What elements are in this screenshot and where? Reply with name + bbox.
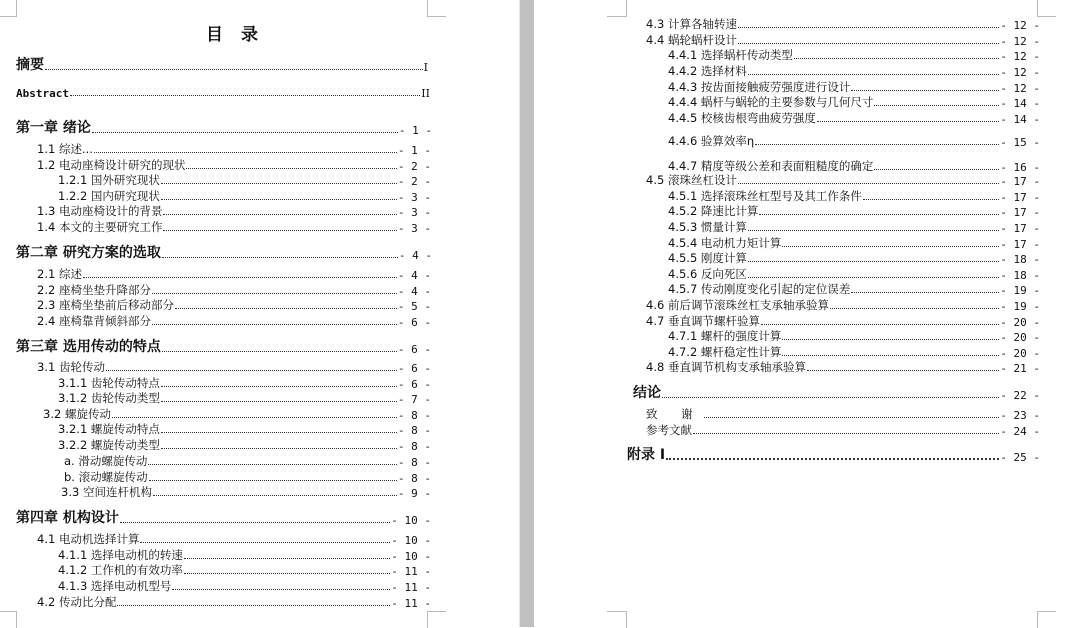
toc-entry-page: - 17 - xyxy=(1000,222,1040,235)
dot-leader xyxy=(748,73,999,75)
toc-entry-label: 2.1 综述 xyxy=(37,267,82,281)
toc-entry-label: 4.7 垂直调节螺杆验算 xyxy=(646,314,760,328)
corner-mark-bottom-right xyxy=(1037,611,1056,628)
dot-leader xyxy=(140,541,390,543)
toc-entry-page: - 14 - xyxy=(1000,97,1040,110)
dot-leader xyxy=(163,213,396,215)
toc-entry-page: - 17 - xyxy=(1000,238,1040,251)
toc-entry-label: 1.2 电动座椅设计研究的现状 xyxy=(37,158,186,172)
toc-entry-label: 第三章 选用传动的特点 xyxy=(16,339,161,355)
toc-entry-label: 4.4.2 选择材料 xyxy=(668,64,747,78)
toc-entry-label: 1.2.2 国内研究现状 xyxy=(58,189,160,203)
toc-entry-page: - 20 - xyxy=(1000,347,1040,360)
dot-leader xyxy=(748,260,999,262)
toc-entry-page: - 4 - xyxy=(397,285,431,298)
toc-entry-label: 1.4 本文的主要研究工作 xyxy=(37,220,163,234)
toc-entry-page: II xyxy=(421,87,430,100)
toc-entry-abstract-cn[interactable] xyxy=(16,54,428,74)
toc-entry-label: 4.5.4 电动机力矩计算 xyxy=(668,236,782,250)
toc-entry-page: - 1 - xyxy=(398,124,432,137)
dot-leader xyxy=(851,89,999,91)
toc-entry[interactable] xyxy=(668,133,1040,149)
toc-entry-chapter-4[interactable] xyxy=(16,507,431,527)
toc-entry-label: 4.5 滚珠丝杠设计 xyxy=(646,173,737,187)
toc-entry-label: 4.5.7 传动刚度变化引起的定位误差 xyxy=(668,282,851,296)
dot-leader xyxy=(807,369,999,371)
toc-entry-page: - 12 - xyxy=(1000,82,1040,95)
dot-leader xyxy=(738,26,999,28)
dot-leader xyxy=(662,396,999,398)
dot-leader xyxy=(175,307,397,309)
toc-entry-label: 2.4 座椅靠背倾斜部分 xyxy=(37,314,151,328)
dot-leader xyxy=(817,120,999,122)
toc-entry-page: - 23 - xyxy=(1000,409,1040,422)
toc-entry-label: 附录 I xyxy=(627,447,666,463)
toc-entry[interactable] xyxy=(37,203,431,219)
toc-entry-page: - 8 - xyxy=(397,440,431,453)
dot-leader xyxy=(106,369,397,371)
toc-entry[interactable] xyxy=(37,313,431,329)
toc-entry-page: - 10 - xyxy=(391,550,431,563)
toc-entry[interactable] xyxy=(668,47,1040,63)
toc-entry-label: 1.2.1 国外研究现状 xyxy=(58,173,160,187)
toc-entry[interactable] xyxy=(37,157,431,173)
toc-entry-label: 4.5.3 惯量计算 xyxy=(668,220,747,234)
toc-entry-label: 3.1.2 齿轮传动类型 xyxy=(58,391,160,405)
dot-leader xyxy=(693,432,999,434)
toc-entry[interactable] xyxy=(37,359,431,375)
toc-entry-label: 4.1 电动机选择计算 xyxy=(37,532,140,546)
toc-entry-page: - 20 - xyxy=(1000,331,1040,344)
toc-entry-chapter-1[interactable] xyxy=(16,117,432,137)
toc-entry[interactable] xyxy=(668,344,1040,360)
toc-entry[interactable] xyxy=(646,359,1040,375)
toc-entry-references[interactable] xyxy=(646,422,1040,438)
document-page-left xyxy=(0,0,520,627)
toc-entry-page: - 8 - xyxy=(397,424,431,437)
dot-leader xyxy=(120,521,390,523)
toc-entry[interactable] xyxy=(668,266,1040,282)
toc-entry-label: 4.1.2 工作机的有效功率 xyxy=(58,563,183,577)
toc-entry-label: 参考文献 xyxy=(646,423,692,437)
toc-entry-label: 3.2 螺旋传动 xyxy=(43,407,111,421)
toc-entry-appendix[interactable] xyxy=(627,444,1040,464)
toc-entry[interactable] xyxy=(668,110,1040,126)
document-page-right xyxy=(534,0,1088,627)
dot-leader xyxy=(172,588,390,590)
corner-mark-bottom-left xyxy=(607,611,627,628)
toc-entry-conclusion[interactable] xyxy=(633,382,1040,402)
dot-leader xyxy=(782,354,999,356)
toc-entry[interactable] xyxy=(646,16,1040,32)
toc-entry-page: - 3 - xyxy=(397,206,431,219)
toc-entry-page: - 10 - xyxy=(391,534,431,547)
toc-entry-page: - 20 - xyxy=(1000,316,1040,329)
toc-entry-label: 4.7.2 螺杆稳定性计算 xyxy=(668,345,782,359)
toc-entry-acknowledgements[interactable] xyxy=(646,406,1040,422)
toc-entry-label: 4.4.4 蜗杆与蜗轮的主要参数与几何尺寸 xyxy=(668,95,874,109)
toc-entry[interactable] xyxy=(668,203,1040,219)
toc-entry-chapter-2[interactable] xyxy=(16,242,432,262)
toc-entry-page: - 11 - xyxy=(391,565,431,578)
toc-entry-page: - 18 - xyxy=(1000,253,1040,266)
toc-entry-page: - 12 - xyxy=(1000,66,1040,79)
toc-entry[interactable] xyxy=(58,578,431,594)
toc-entry[interactable] xyxy=(37,297,431,313)
toc-entry-page: - 22 - xyxy=(1000,389,1040,402)
toc-entry-label: 3.2.1 螺旋传动特点 xyxy=(58,422,160,436)
dot-leader xyxy=(794,57,999,59)
dot-leader xyxy=(748,276,999,278)
toc-entry-label: 1.3 电动座椅设计的背景 xyxy=(37,204,163,218)
toc-entry[interactable] xyxy=(61,484,431,500)
dot-leader xyxy=(161,400,397,402)
dot-leader xyxy=(148,463,397,465)
dot-leader xyxy=(184,572,390,574)
toc-entry-label: 摘要 xyxy=(16,57,44,73)
toc-entry-label: 4.5.2 降速比计算 xyxy=(668,204,759,218)
toc-entry-chapter-3[interactable] xyxy=(16,336,431,356)
toc-title: 目 录 xyxy=(206,25,264,45)
toc-entry[interactable] xyxy=(37,219,431,235)
toc-entry-page: - 3 - xyxy=(397,222,431,235)
dot-leader xyxy=(748,229,999,231)
toc-entry-page: - 12 - xyxy=(1000,50,1040,63)
toc-entry-label: 4.4.5 校核齿根弯曲疲劳强度 xyxy=(668,111,816,125)
toc-entry[interactable] xyxy=(37,141,431,157)
toc-entry-page: - 6 - xyxy=(397,343,431,356)
toc-entry-label: 4.5.6 反向死区 xyxy=(668,267,747,281)
toc-entry-page: - 6 - xyxy=(397,362,431,375)
toc-entry[interactable] xyxy=(646,313,1040,329)
toc-entry-page: - 16 - xyxy=(1000,161,1040,174)
toc-entry[interactable] xyxy=(58,172,431,188)
dot-leader xyxy=(70,94,420,96)
dot-leader xyxy=(863,198,999,200)
toc-entry-label: 4.5.5 刚度计算 xyxy=(668,251,747,265)
toc-entry-page: - 12 - xyxy=(1000,19,1040,32)
toc-entry-label: 4.4.7 精度等级公差和表面粗糙度的确定 xyxy=(668,159,874,173)
toc-entry[interactable] xyxy=(37,594,431,610)
toc-entry-label: 3.2.2 螺旋传动类型 xyxy=(58,438,160,452)
toc-entry[interactable] xyxy=(668,219,1040,235)
toc-entry[interactable] xyxy=(37,282,431,298)
corner-mark-top-left xyxy=(0,0,17,17)
toc-entry[interactable] xyxy=(43,406,431,422)
dot-leader xyxy=(738,42,999,44)
dot-leader xyxy=(92,131,398,133)
toc-entry[interactable] xyxy=(37,531,431,547)
toc-entry[interactable] xyxy=(64,453,431,469)
toc-entry[interactable] xyxy=(668,235,1040,251)
toc-entry-label: 2.2 座椅坐垫升降部分 xyxy=(37,283,151,297)
dot-leader xyxy=(874,104,999,106)
toc-entry-page: - 10 - xyxy=(391,514,431,527)
corner-mark-bottom-left xyxy=(0,611,17,628)
toc-entry-page: - 17 - xyxy=(1000,191,1040,204)
toc-entry[interactable] xyxy=(646,172,1040,188)
toc-entry[interactable] xyxy=(64,469,431,485)
toc-entry-label: 3.1 齿轮传动 xyxy=(37,360,105,374)
toc-entry-page: - 2 - xyxy=(397,175,431,188)
dot-leader xyxy=(161,447,397,449)
toc-entry[interactable] xyxy=(668,63,1040,79)
toc-entry-label: 第一章 绪论 xyxy=(16,120,91,136)
toc-entry[interactable] xyxy=(37,266,431,282)
dot-leader xyxy=(112,416,397,418)
toc-entry-label: 4.8 垂直调节机构支承轴承验算 xyxy=(646,360,806,374)
toc-entry-page: - 6 - xyxy=(397,378,431,391)
toc-entry-page: - 11 - xyxy=(391,597,431,610)
toc-entry-page: - 8 - xyxy=(397,409,431,422)
toc-entry[interactable] xyxy=(668,328,1040,344)
dot-leader xyxy=(161,198,397,200)
toc-entry-page: - 19 - xyxy=(1000,300,1040,313)
toc-entry-page: - 15 - xyxy=(1000,136,1040,149)
toc-entry-page: - 17 - xyxy=(1000,175,1040,188)
dot-leader xyxy=(759,213,999,215)
toc-entry-label: a. 滑动螺旋传动 xyxy=(64,454,148,468)
toc-entry[interactable] xyxy=(668,281,1040,297)
dot-leader xyxy=(738,182,999,184)
corner-mark-bottom-right xyxy=(427,611,446,628)
toc-entry-label: 4.4.6 验算效率η xyxy=(668,134,755,148)
toc-entry-label: 4.4 蜗轮蜗杆设计 xyxy=(646,33,737,47)
toc-entry-label: 4.5.1 选择滚珠丝杠型号及其工作条件 xyxy=(668,189,862,203)
toc-entry-page: - 11 - xyxy=(391,581,431,594)
dot-leader xyxy=(149,479,397,481)
toc-entry-label: 4.1.1 选择电动机的转速 xyxy=(58,548,183,562)
dot-leader xyxy=(161,182,397,184)
toc-entry-page: - 6 - xyxy=(397,316,431,329)
dot-leader xyxy=(851,291,999,293)
toc-entry[interactable] xyxy=(668,94,1040,110)
toc-entry-page: - 3 - xyxy=(397,191,431,204)
dot-leader xyxy=(161,385,397,387)
toc-entry-page: - 7 - xyxy=(397,393,431,406)
dot-leader xyxy=(163,229,396,231)
dot-leader xyxy=(152,292,397,294)
toc-entry-label: 4.2 传动比分配 xyxy=(37,595,117,609)
dot-leader xyxy=(161,431,397,433)
toc-entry-label: 结论 xyxy=(633,385,661,401)
toc-entry[interactable] xyxy=(646,32,1040,48)
toc-entry-label: 1.1 综述... xyxy=(37,142,93,156)
corner-mark-top-left xyxy=(607,0,627,17)
page-gutter xyxy=(520,0,534,627)
toc-entry-page: - 19 - xyxy=(1000,284,1040,297)
toc-entry-label: 4.3 计算各轴转速 xyxy=(646,17,737,31)
toc-entry[interactable] xyxy=(668,79,1040,95)
toc-entry-label: 4.4.1 选择蜗杆传动类型 xyxy=(668,48,793,62)
dot-leader xyxy=(830,307,999,309)
toc-entry[interactable] xyxy=(668,188,1040,204)
dot-leader xyxy=(162,256,398,258)
toc-entry-page: - 4 - xyxy=(397,269,431,282)
toc-entry-page: - 14 - xyxy=(1000,113,1040,126)
toc-entry-label: b. 滚动螺旋传动 xyxy=(64,470,148,484)
toc-entry-page: - 1 - xyxy=(397,144,431,157)
toc-entry-page: - 8 - xyxy=(397,472,431,485)
dot-leader xyxy=(162,350,397,352)
toc-entry[interactable] xyxy=(58,437,431,453)
dot-leader xyxy=(782,245,999,247)
corner-mark-top-right xyxy=(427,0,446,17)
toc-entry[interactable] xyxy=(58,188,431,204)
corner-mark-top-right xyxy=(1037,0,1056,17)
toc-entry[interactable] xyxy=(646,297,1040,313)
toc-entry-label: 2.3 座椅坐垫前后移动部分 xyxy=(37,298,174,312)
toc-entry-page: I xyxy=(423,61,428,74)
dot-leader xyxy=(761,323,999,325)
dot-leader xyxy=(666,457,999,460)
dot-leader xyxy=(874,168,999,170)
toc-entry-page: - 18 - xyxy=(1000,269,1040,282)
toc-entry-label: 4.6 前后调节滚珠丝杠支承轴承验算 xyxy=(646,298,829,312)
dot-leader xyxy=(153,494,397,496)
dot-leader xyxy=(782,338,999,340)
toc-entry-label: 3.1.1 齿轮传动特点 xyxy=(58,376,160,390)
toc-entry-label: 3.3 空间连杆机构 xyxy=(61,485,152,499)
toc-entry-page: - 4 - xyxy=(398,249,432,262)
toc-entry-label: Abstract xyxy=(16,87,69,100)
toc-entry-page: - 9 - xyxy=(397,487,431,500)
toc-entry[interactable] xyxy=(668,250,1040,266)
toc-entry-label: 第二章 研究方案的选取 xyxy=(16,245,161,261)
toc-entry-label: 4.1.3 选择电动机型号 xyxy=(58,579,172,593)
toc-entry-page: - 17 - xyxy=(1000,206,1040,219)
dot-leader xyxy=(152,323,397,325)
dot-leader xyxy=(45,68,423,70)
dot-leader xyxy=(184,557,390,559)
dot-leader xyxy=(83,276,397,278)
toc-entry-page: - 5 - xyxy=(397,300,431,313)
toc-entry[interactable] xyxy=(58,547,431,563)
toc-entry-page: - 25 - xyxy=(1000,451,1040,464)
toc-entry-page: - 12 - xyxy=(1000,35,1040,48)
toc-entry-page: - 24 - xyxy=(1000,425,1040,438)
toc-entry-label: 4.7.1 螺杆的强度计算 xyxy=(668,329,782,343)
toc-entry-label: 4.4.3 按齿面接触疲劳强度进行设计 xyxy=(668,80,851,94)
toc-entry[interactable] xyxy=(58,375,431,391)
toc-entry-label: 第四章 机构设计 xyxy=(16,510,119,526)
toc-entry-page: - 8 - xyxy=(397,456,431,469)
dot-leader xyxy=(704,416,1000,418)
toc-entry[interactable] xyxy=(58,390,431,406)
dot-leader xyxy=(186,167,396,169)
toc-entry[interactable] xyxy=(58,421,431,437)
toc-entry[interactable] xyxy=(58,562,431,578)
dot-leader xyxy=(755,143,999,145)
toc-entry-page: - 2 - xyxy=(397,160,431,173)
dot-leader xyxy=(117,604,390,606)
toc-entry-abstract-en[interactable] xyxy=(16,87,430,100)
toc-entry-page: - 21 - xyxy=(1000,362,1040,375)
dot-leader xyxy=(94,151,397,153)
toc-entry-label: 致 谢 xyxy=(646,407,703,421)
